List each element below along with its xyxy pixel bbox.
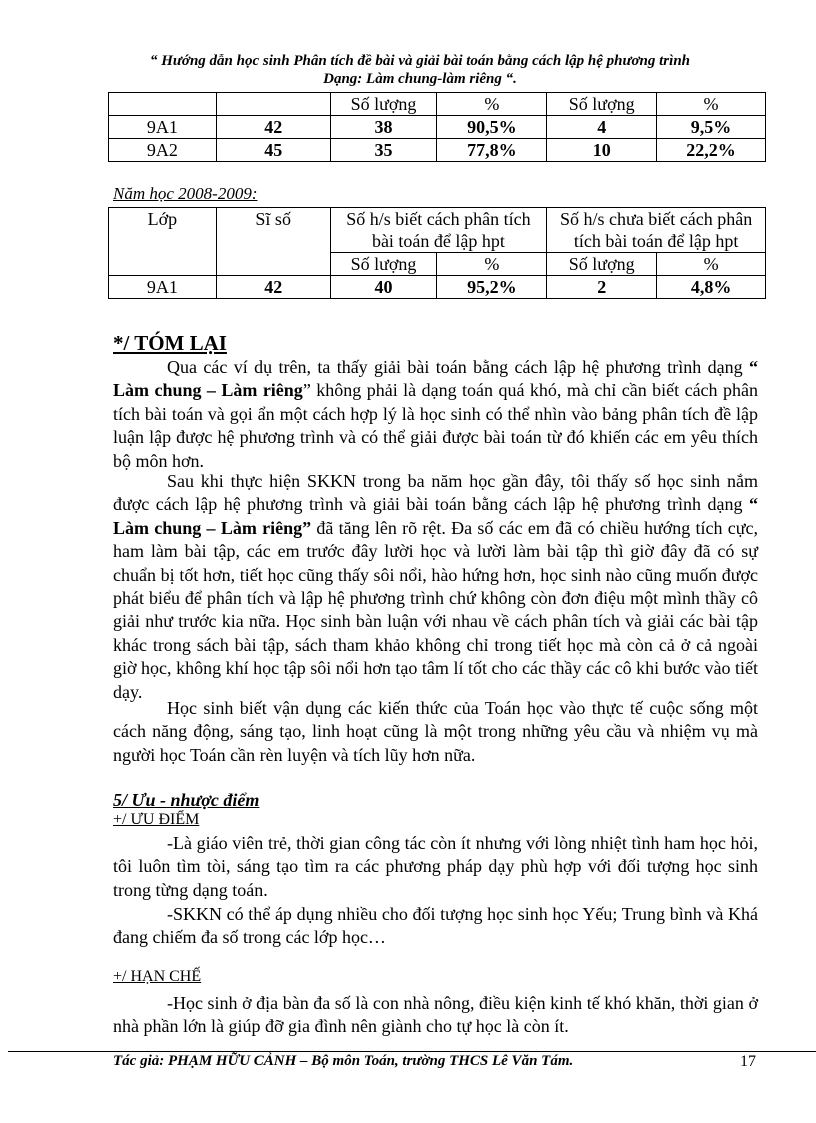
- table-subheader: %: [657, 253, 766, 276]
- results-table-2: [108, 207, 766, 299]
- table-subheader: %: [437, 253, 547, 276]
- pros-cons-heading: 5/ Ưu - nhược điểm: [113, 790, 260, 810]
- table-cell: 9,5%: [657, 116, 766, 139]
- table-cell: 9A1: [109, 116, 217, 139]
- results-table-1: [108, 92, 766, 162]
- table-subheader: Số lượng: [330, 253, 437, 276]
- table-header-row: [109, 208, 766, 253]
- paragraph-text: Sau khi thực hiện SKKN trong ba năm học gần đây, tôi thấy số học sinh nắm được cách lập hệ phương trình và giải bài toán bằng cách lập hệ phương trình dạng: [113, 471, 758, 515]
- table-row: [109, 276, 766, 299]
- table-row: [109, 139, 766, 162]
- header-title: “ Hướng dẫn học sinh Phân tích đề bài và giải bài toán bằng cách lập hệ phương trình: [150, 53, 690, 69]
- table-cell: 22,2%: [657, 139, 766, 162]
- paragraph-emphasis: “ Làm chung – Làm riêng”: [113, 494, 758, 538]
- table-cell: [109, 93, 217, 116]
- table-subheader-row: [109, 93, 766, 116]
- table-header: Lớp: [109, 208, 217, 276]
- table-cell: 35: [330, 139, 437, 162]
- table-cell: 38: [330, 116, 437, 139]
- pros-paragraph-1: [113, 832, 758, 902]
- table-cell: 95,2%: [437, 276, 547, 299]
- table-cell: 42: [216, 276, 330, 299]
- summary-paragraph-1: [113, 356, 758, 473]
- table-header: Sĩ số: [216, 208, 330, 276]
- paragraph-text: ” không phải là dạng toán quá khó, mà chỉ cần biết cách phân tích bài toán và gọi ẩn một cách hợp lý là học sinh có thể nhìn vào bảng phân tích đề lập luận lập được hệ phương trình và có thể giải được bài toán từ đó khiến các em yêu thích bộ môn hơn.: [113, 380, 758, 471]
- paragraph-text: đã tăng lên rõ rệt. Đa số các em đã có chiều hướng tích cực, ham làm bài tập, các em trước đây lười học và lười làm bài tập thì giờ đây đã có sự chuẩn bị tốt hơn, tiết học cũng thấy sôi nổi, hào hứng hơn, học sinh nào cũng muốn được phát biểu để phân tích và lập hệ phương trình chứ không còn đơn điệu một mình thầy cô giải như trước kia nữa. Học sinh bàn luận với nhau về cách phân tích và giải các bài tập khác trong sách bài tập, sách tham khảo không chỉ trong tiết học mà còn cả ở cả ngoài giờ học, không khí học tập sôi nổi hơn tạo tâm lí tốt cho các thầy các cô khi bước vào tiết dạy.: [113, 517, 758, 702]
- pros-label: +/ ƯU ĐIỂM: [113, 811, 200, 828]
- table-cell: 42: [216, 116, 330, 139]
- paragraph-text: -Là giáo viên trẻ, thời gian công tác còn ít nhưng với lòng nhiệt tình ham học hỏi, tôi luôn tìm tòi, sáng tạo tìm ra các phương pháp dạy phù hợp với đối tượng học sinh trong từng dạng toán.: [113, 833, 758, 900]
- summary-heading: */ TÓM LẠI: [113, 331, 227, 355]
- document-header: [100, 52, 740, 88]
- summary-paragraph-2: [113, 470, 758, 704]
- table-cell: 77,8%: [437, 139, 547, 162]
- table-row: [109, 116, 766, 139]
- footer-author: Tác giả: PHẠM HỮU CẢNH – Bộ môn Toán, trường THCS Lê Văn Tám.: [113, 1053, 574, 1069]
- footer-divider: [8, 1051, 816, 1052]
- table-header: Số h/s biết cách phân tích bài toán để lập hpt: [330, 208, 547, 253]
- table-cell: 90,5%: [437, 116, 547, 139]
- summary-paragraph-3: [113, 697, 758, 767]
- school-year-label: Năm học 2008-2009:: [113, 184, 258, 203]
- paragraph-text: Qua các ví dụ trên, ta thấy giải bài toán bằng cách lập hệ phương trình dạng: [167, 357, 749, 377]
- table-cell: 40: [330, 276, 437, 299]
- cons-label: +/ HẠN CHẾ: [113, 968, 202, 985]
- table-cell: 45: [216, 139, 330, 162]
- paragraph-text: -SKKN có thể áp dụng nhiều cho đối tượng học sinh học Yếu; Trung bình và Khá đang chiếm đa số trong các lớp học…: [113, 904, 758, 948]
- table-cell: [216, 93, 330, 116]
- table-cell: 2: [547, 276, 657, 299]
- page-number: 17: [740, 1053, 756, 1070]
- table-subheader: Số lượng: [330, 93, 437, 116]
- header-subtitle: Dạng: Làm chung-làm riêng “.: [323, 71, 517, 87]
- table-header: Số h/s chưa biết cách phân tích bài toán để lập hpt: [547, 208, 766, 253]
- paragraph-text: -Học sinh ở địa bàn đa số là con nhà nông, điều kiện kinh tế khó khăn, thời gian ở nhà phần lớn là giúp đỡ gia đình nên giành cho tự học là còn ít.: [113, 993, 758, 1037]
- pros-paragraph-2: [113, 903, 758, 950]
- table-subheader: %: [437, 93, 547, 116]
- table-cell: 9A1: [109, 276, 217, 299]
- table-cell: 4,8%: [657, 276, 766, 299]
- table-subheader: Số lượng: [547, 93, 657, 116]
- table-cell: 9A2: [109, 139, 217, 162]
- paragraph-text: Học sinh biết vận dụng các kiến thức của Toán học vào thực tế cuộc sống một cách năng động, sáng tạo, linh hoạt cũng là một trong những yêu cầu và nhiệm vụ mà người học Toán cần rèn luyện và tích lũy hơn nữa.: [113, 698, 758, 765]
- table-subheader: %: [657, 93, 766, 116]
- table-subheader: Số lượng: [547, 253, 657, 276]
- table-cell: 4: [547, 116, 657, 139]
- cons-paragraph-1: [113, 992, 758, 1039]
- paragraph-emphasis: “ Làm chung – Làm riêng: [113, 357, 758, 401]
- table-cell: 10: [547, 139, 657, 162]
